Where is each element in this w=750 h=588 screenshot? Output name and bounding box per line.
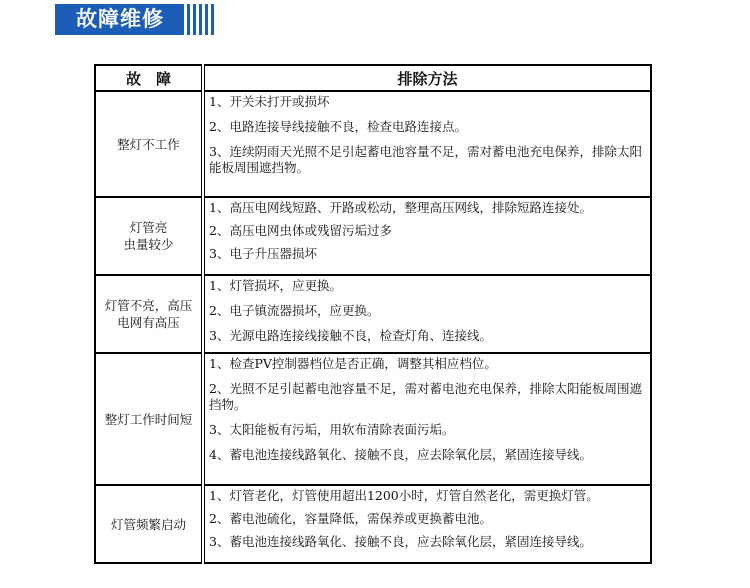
- header-solution: 排除方法: [203, 65, 651, 91]
- solution-item: 2、蓄电池硫化，容量降低，需保养或更换蓄电池。: [209, 511, 492, 526]
- table-header-row: [95, 65, 651, 91]
- solution-item: 4、蓄电池连接线路氧化、接触不良，应去除氧化层，紧固连接导线。: [209, 447, 592, 462]
- solution-item: 2、电子镇流器损坏，应更换。: [209, 303, 380, 318]
- fault-cell: 整灯不工作: [95, 91, 203, 197]
- header-fault: 故 障: [95, 65, 203, 91]
- table-row: [95, 353, 651, 485]
- fault-table: [94, 64, 652, 564]
- solution-item: 3、光源电路连接线接触不良，检查灯角、连接线。: [209, 328, 492, 343]
- table-row: [95, 197, 651, 275]
- solution-item: 2、电路连接导线接触不良，检查电路连接点。: [209, 119, 467, 134]
- table-row: [95, 275, 651, 353]
- solution-cell: [203, 485, 651, 563]
- table-row: [95, 91, 651, 197]
- solution-cell: [203, 353, 651, 485]
- solution-cell: [203, 91, 651, 197]
- fault-cell: 灯管亮 虫量较少: [95, 197, 203, 275]
- banner-stripes: [187, 4, 217, 35]
- solution-item: 3、太阳能板有污垢，用软布清除表面污垢。: [209, 422, 455, 437]
- solution-item: 1、高压电网线短路、开路或松动，整理高压网线，排除短路连接处。: [209, 200, 592, 215]
- solution-item: 2、光照不足引起蓄电池容量不足，需对蓄电池充电保养，排除太阳能板周围遮挡物。: [209, 381, 642, 412]
- solution-item: 1、检查PV控制器档位是否正确，调整其相应档位。: [209, 356, 497, 371]
- solution-item: 3、电子升压器损坏: [209, 246, 317, 261]
- solution-item: 2、高压电网虫体或残留污垢过多: [209, 223, 392, 238]
- table-row: [95, 485, 651, 563]
- solution-item: 1、灯管老化，灯管使用超出1200小时，灯管自然老化，需更换灯管。: [209, 488, 599, 503]
- solution-item: 3、连续阴雨天光照不足引起蓄电池容量不足，需对蓄电池充电保养，排除太阳能板周围遮挡物。: [209, 144, 642, 175]
- solution-item: 3、蓄电池连接线路氧化、接触不良，应去除氧化层，紧固连接导线。: [209, 534, 592, 549]
- fault-cell: 灯管频繁启动: [95, 485, 203, 563]
- fault-cell: 灯管不亮，高压电网有高压: [95, 275, 203, 353]
- solution-cell: [203, 197, 651, 275]
- solution-cell: [203, 275, 651, 353]
- fault-cell: 整灯工作时间短: [95, 353, 203, 485]
- section-banner: [55, 4, 217, 35]
- solution-item: 1、开关未打开或损坏: [209, 94, 330, 109]
- section-title: 故障维修: [55, 4, 184, 35]
- solution-item: 1、灯管损坏，应更换。: [209, 278, 342, 293]
